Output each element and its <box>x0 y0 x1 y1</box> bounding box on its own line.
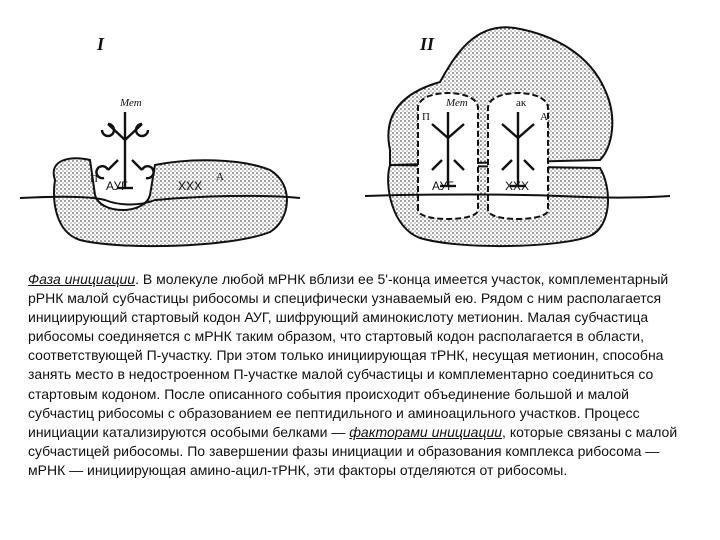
label-met-right: Мет <box>446 97 468 109</box>
caption-end: , которые связаны с малой субчастицей рибосомы. По завершении фазы инициации и образования комплекса рибосома — мРНК — инициирующая амино-ацил-тРНК, эти факторы отделяются от рибосомы. <box>28 423 678 478</box>
ribosome-initiation-figure <box>0 0 720 265</box>
label-p-site-right: П <box>422 111 430 123</box>
term-initiation-phase: Фаза инициации <box>28 271 136 287</box>
panel-ii-label: II <box>420 34 435 54</box>
panel-i-label: I <box>97 34 105 54</box>
small-subunit-left <box>54 158 287 246</box>
term-initiation-factors: факторами инициации <box>349 423 503 440</box>
label-p-site-left: П <box>90 173 98 185</box>
label-aa-right: ак <box>516 97 527 109</box>
codon-xxx-right: ХХХ <box>505 179 530 193</box>
trna-met-left <box>96 112 153 188</box>
caption-paragraph <box>28 270 696 480</box>
codon-aug-right: АУГ <box>432 179 454 193</box>
caption-body: . В молекуле любой мРНК вблизи ее 5'-конца имеется участок, комплементарный рРНК малой субчастицы рибосомы и специфически узнаваемый ею. Рядом с ним располагается инициирующий стартовый кодон АУГ, шифрующий аминокислоту метионин. Малая субчастица рибосомы соединяется с мРНК таким образом, что стартовый кодон располагается в области, соответствующей П-участку. При этом только инициирующая тРНК, несущая метионин, способна занять место в недостроенном П-участке малой субчастицы и комплементарно соединиться со стартовым кодоном. После описанного события происходит объединение большой и малой субчастиц рибосомы с образованием ее пептидильного и аминоацильного участков. Процесс инициации катализируются особыми белками — <box>28 271 669 440</box>
label-met-left: Мет <box>120 97 142 109</box>
codon-aug-left: АУГ <box>106 179 128 193</box>
codon-xxx-left: ХХХ <box>178 179 203 193</box>
label-a-site-right: А <box>540 111 548 123</box>
label-a-site-left: А <box>216 171 224 183</box>
